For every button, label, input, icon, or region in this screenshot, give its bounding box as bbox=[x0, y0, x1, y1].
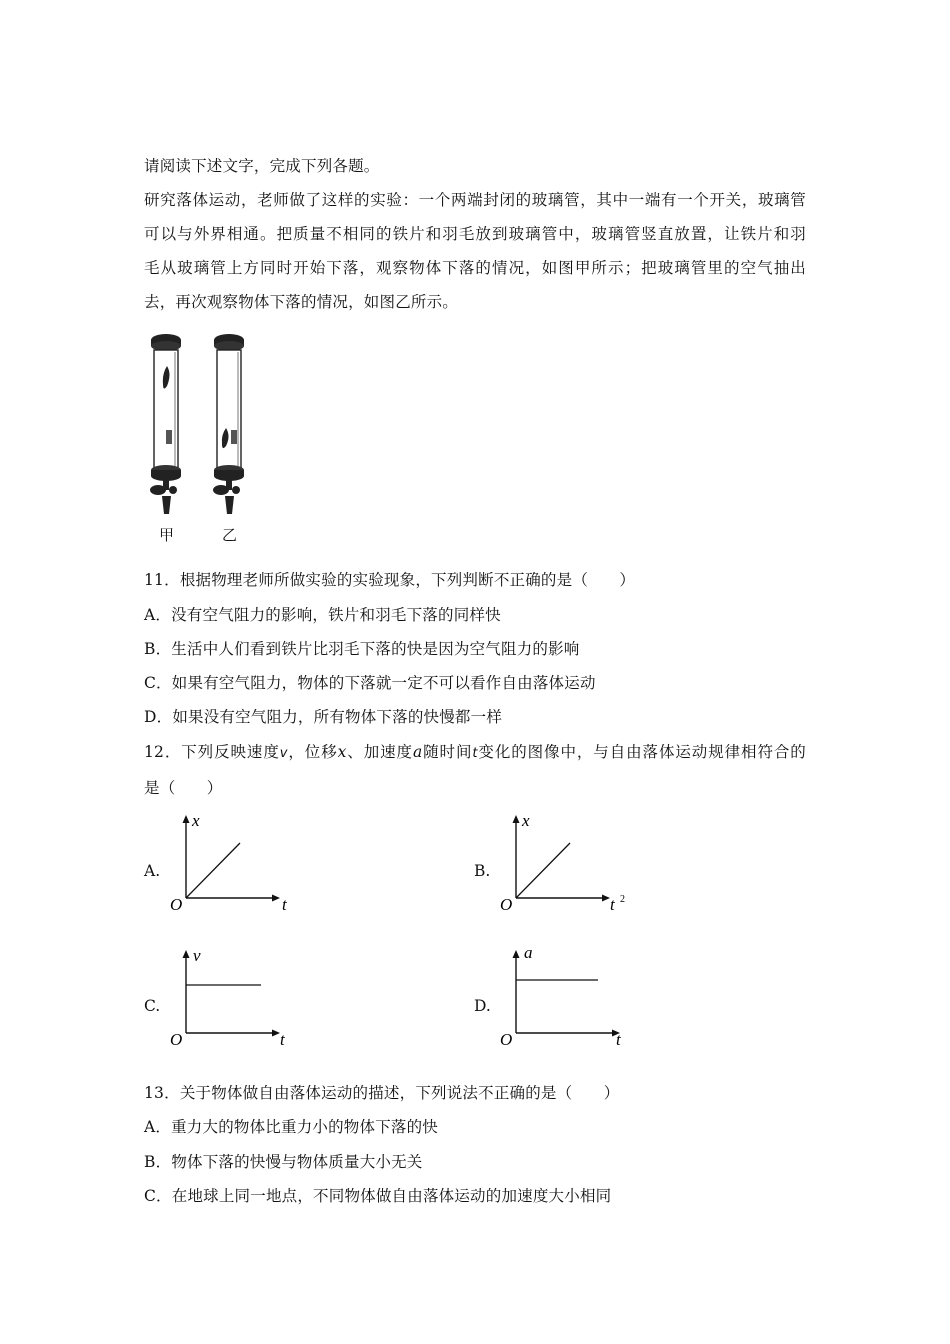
passage-line-3: 毛从玻璃管上方同时开始下落，观察物体下落的情况，如图甲所示；把玻璃管里的空气抽出 bbox=[144, 259, 806, 277]
graph-d-y-label: a bbox=[524, 943, 533, 962]
graph-b bbox=[498, 810, 638, 915]
passage-line-1: 研究落体运动，老师做了这样的实验：一个两端封闭的玻璃管，其中一端有一个开关，玻璃管 bbox=[144, 191, 806, 209]
iron-piece-icon bbox=[166, 430, 172, 444]
q11-option-c: C．如果有空气阻力，物体的下落就一定不可以看作自由落体运动 bbox=[144, 674, 596, 692]
graph-a-origin: O bbox=[170, 895, 183, 914]
graph-c-x-label: t bbox=[280, 1030, 285, 1049]
graph-a bbox=[168, 810, 298, 915]
tube-figure bbox=[140, 330, 260, 520]
graph-d bbox=[498, 945, 628, 1050]
q13-option-a: A．重力大的物体比重力小的物体下落的快 bbox=[144, 1118, 438, 1136]
var-x: x bbox=[337, 743, 347, 761]
q13-stem: 13．关于物体做自由落体运动的描述，下列说法不正确的是（ ） bbox=[144, 1084, 620, 1102]
graph-d-x-label: t bbox=[616, 1030, 621, 1049]
instruction: 请阅读下述文字，完成下列各题。 bbox=[144, 157, 380, 175]
graph-d-origin: O bbox=[500, 1030, 513, 1049]
graph-b-y-label: x bbox=[522, 811, 530, 830]
graph-c-origin: O bbox=[170, 1030, 183, 1049]
graph-b-x-superscript: 2 bbox=[620, 894, 625, 905]
iron-piece-icon bbox=[231, 430, 237, 444]
tube-jia bbox=[150, 334, 181, 514]
graph-a-x-label: t bbox=[282, 895, 287, 914]
q12-option-d-label: D. bbox=[474, 997, 491, 1015]
q11-option-d: D．如果没有空气阻力，所有物体下落的快慢都一样 bbox=[144, 708, 503, 726]
graph-c-y-label: v bbox=[193, 946, 201, 965]
passage-line-4: 去，再次观察物体下落的情况，如图乙所示。 bbox=[144, 293, 459, 311]
q12-stem-line-2: 是（ ） bbox=[144, 779, 223, 797]
q11-option-b: B．生活中人们看到铁片比羽毛下落的快是因为空气阻力的影响 bbox=[144, 640, 580, 658]
q12-option-a-label: A. bbox=[144, 862, 161, 880]
var-t: t bbox=[472, 746, 478, 761]
var-v: v bbox=[279, 746, 288, 761]
q12-option-b-label: B. bbox=[474, 862, 491, 880]
tube-yi bbox=[213, 334, 244, 514]
q13-option-b: B．物体下落的快慢与物体质量大小无关 bbox=[144, 1153, 423, 1171]
var-a: a bbox=[412, 743, 423, 761]
graph-a-y-label: x bbox=[192, 811, 200, 830]
q12-stem-line-1: 12．下列反映速度v，位移x、加速度a随时间t变化的图像中，与自由落体运动规律相符合的 bbox=[144, 743, 806, 761]
q12-option-c-label: C. bbox=[144, 997, 161, 1015]
q13-option-c: C．在地球上同一地点，不同物体做自由落体运动的加速度大小相同 bbox=[144, 1187, 612, 1205]
graph-b-origin: O bbox=[500, 895, 513, 914]
q11-stem: 11．根据物理老师所做实验的实验现象，下列判断不正确的是（ ） bbox=[144, 571, 636, 589]
graph-b-x-label: t bbox=[610, 895, 615, 914]
passage-line-2: 可以与外界相通。把质量不相同的铁片和羽毛放到玻璃管中，玻璃管竖直放置，让铁片和羽 bbox=[144, 225, 806, 243]
figure-label-jia: 甲 bbox=[159, 526, 175, 544]
graph-c bbox=[168, 945, 298, 1050]
figure-label-yi: 乙 bbox=[222, 526, 238, 544]
q11-option-a: A．没有空气阻力的影响，铁片和羽毛下落的同样快 bbox=[144, 606, 501, 624]
